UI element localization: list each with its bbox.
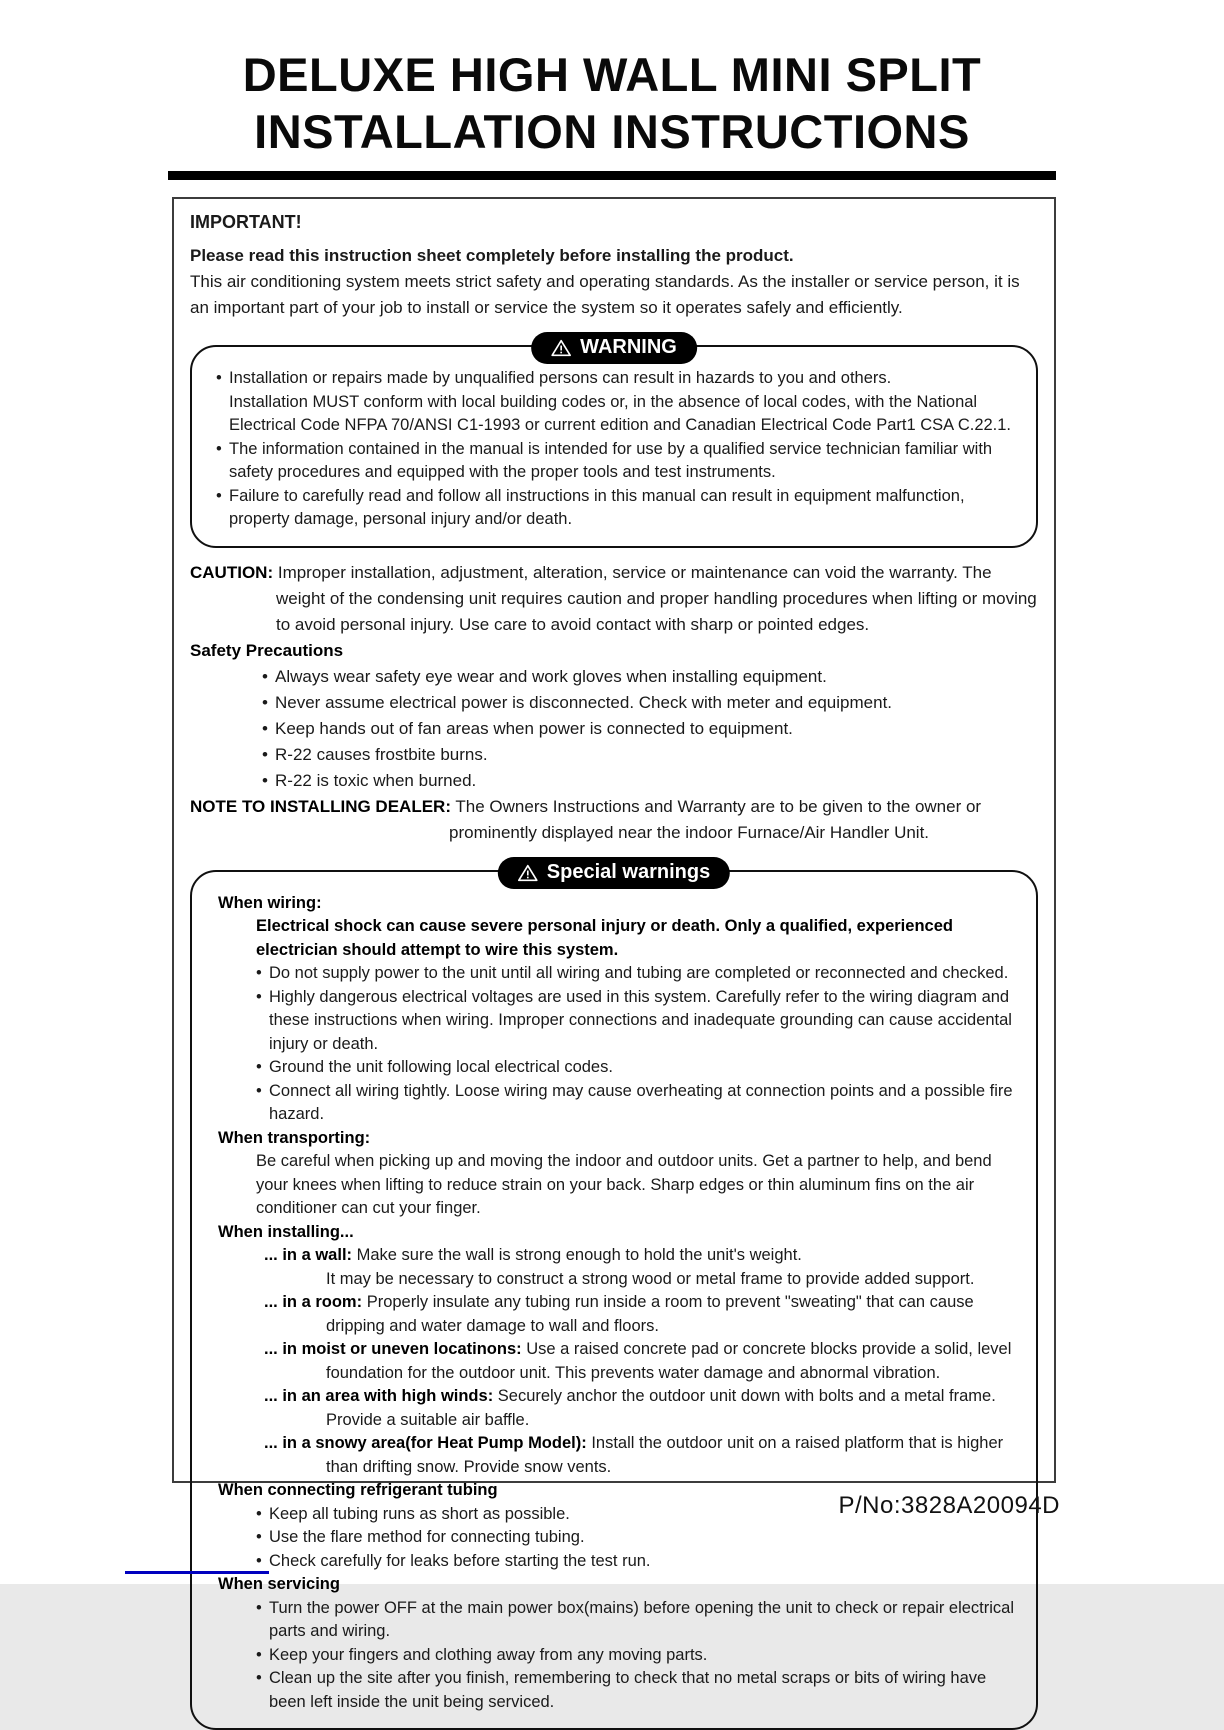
note-to-dealer-label: NOTE TO INSTALLING DEALER: [190,797,451,816]
when-servicing-bullet: • Clean up the site after you finish, remembering to check that no metal scraps or bits of wiring have been left inside the unit being serviced. [254,1667,1014,1714]
when-wiring-bullet: • Do not supply power to the unit until all wiring and tubing are completed or reconnected and checked. [254,962,1014,986]
note-to-dealer-text: The Owners Instructions and Warranty are to be given to the owner or [455,797,981,816]
when-connecting-heading: When connecting refrigerant tubing [218,1479,1014,1503]
when-wiring-heading: When wiring: [218,892,1014,916]
when-installing-item-label: ... in an area with high winds: [264,1387,493,1405]
warning-bullet-text: Installation or repairs made by unqualified persons can result in hazards to you and others. [229,369,891,387]
warning-bullet-continuation: Installation MUST conform with local building codes or, in the absence of local codes, with the National Electrical Code NFPA 70/ANSI C1-1993 or current edition and Canadian Electrical Code Part1 CSA C.22.1. [229,391,1014,438]
warning-box [190,345,1038,548]
when-installing-heading: When installing... [218,1221,1014,1245]
safety-precautions-heading: Safety Precautions [190,638,1038,664]
title-line-1: DELUXE HIGH WALL MINI SPLIT [0,46,1224,103]
caution-text: Improper installation, adjustment, alteration, service or maintenance can void the warranty. The weight of the condensing unit requires caution and proper handling procedures when lifting or moving to avoid personal injury. Use care to avoid contact with sharp or pointed edges. [276,563,1037,634]
when-installing-item-text: Properly insulate any tubing run inside a room to prevent "sweating" that can cause dripping and water damage to wall and floors. [326,1293,974,1335]
when-installing-item [264,1338,1014,1385]
important-lead: Please read this instruction sheet completely before installing the product. [190,243,1038,269]
important-body: This air conditioning system meets strict safety and operating standards. As the installer or service person, it is an important part of your job to install or service the system so it operates safely and efficiently. [190,269,1038,321]
when-servicing-list [254,1597,1014,1715]
document-title [0,0,1224,161]
when-installing-item-continuation: It may be necessary to construct a strong wood or metal frame to provide added support. [326,1268,1014,1292]
note-to-dealer-text-line2: prominently displayed near the indoor Furnace/Air Handler Unit. [449,820,1038,846]
when-installing-item [264,1291,1014,1338]
safety-bullet: • R-22 causes frostbite burns. [260,742,1038,768]
when-wiring-bullet: • Connect all wiring tightly. Loose wiring may cause overheating at connection points and a possible fire hazard. [254,1080,1014,1127]
when-installing-item [264,1432,1014,1479]
when-wiring-bullet: • Ground the unit following local electrical codes. [254,1056,1014,1080]
when-transporting-text: Be careful when picking up and moving the indoor and outdoor units. Get a partner to help, and bend your knees when lifting to reduce strain on your back. Sharp edges or thin aluminum fins on the air conditioner can cut your finger. [256,1150,1014,1221]
bottom-blue-line [125,1571,269,1574]
safety-bullet: • R-22 is toxic when burned. [260,768,1038,794]
important-heading: IMPORTANT! [190,209,1038,235]
when-wiring-bullet: • Highly dangerous electrical voltages are used in this system. Carefully refer to the wiring diagram and these instructions when wiring. Improper connections and inadequate grounding can cause accidental injury or death. [254,986,1014,1057]
warning-triangle-icon [551,338,571,356]
when-servicing-heading: When servicing [218,1573,1014,1597]
warning-bullet [214,438,1014,485]
safety-bullet: • Keep hands out of fan areas when power is connected to equipment. [260,716,1038,742]
when-connecting-bullet: • Keep all tubing runs as short as possible. [254,1503,1014,1527]
when-transporting-heading: When transporting: [218,1127,1014,1151]
special-warnings-badge [498,857,730,889]
warning-bullet-text: The information contained in the manual is intended for use by a qualified service technician familiar with safety procedures and equipped with the proper tools and test instruments. [229,440,992,482]
special-warnings-box [190,870,1038,1730]
when-wiring-list [254,962,1014,1127]
when-installing-item-text: Make sure the wall is strong enough to hold the unit's weight. [357,1246,802,1264]
caution-paragraph [190,560,1038,638]
when-installing-item-text: Use a raised concrete pad or concrete blocks provide a solid, level foundation for the outdoor unit. This prevents water damage and abnormal vibration. [326,1340,1011,1382]
when-servicing-bullet: • Keep your fingers and clothing away from any moving parts. [254,1644,1014,1668]
part-number: P/No:3828A20094D [839,1492,1061,1520]
safety-precautions-list [260,664,1038,794]
when-installing-item-label: ... in a room: [264,1293,362,1311]
caution-label: CAUTION: [190,563,273,582]
safety-bullet: • Always wear safety eye wear and work gloves when installing equipment. [260,664,1038,690]
warning-bullet [214,485,1014,532]
when-wiring-lead: Electrical shock can cause severe personal injury or death. Only a qualified, experienced electrician should attempt to wire this system. [256,915,1014,962]
when-connecting-bullet: • Use the flare method for connecting tubing. [254,1526,1014,1550]
warning-badge [531,332,697,364]
title-line-2: INSTALLATION INSTRUCTIONS [0,103,1224,160]
warning-bullet [214,367,1014,438]
instructions-main-box [172,197,1056,1483]
note-to-dealer [190,794,1038,846]
safety-bullet: • Never assume electrical power is disconnected. Check with meter and equipment. [260,690,1038,716]
when-installing-item-label: ... in a wall: [264,1246,352,1264]
warning-triangle-icon [518,863,538,881]
when-installing-item [264,1244,1014,1291]
when-installing-item-label: ... in a snowy area(for Heat Pump Model): [264,1434,587,1452]
when-installing-item-text: Securely anchor the outdoor unit down with bolts and a metal frame. Provide a suitable air baffle. [326,1387,996,1429]
title-divider-rule [168,171,1056,180]
warning-bullet-text: Failure to carefully read and follow all instructions in this manual can result in equipment malfunction, property damage, personal injury and/or death. [229,487,965,529]
when-connecting-bullet: • Check carefully for leaks before starting the test run. [254,1550,1014,1574]
when-servicing-bullet: • Turn the power OFF at the main power box(mains) before opening the unit to check or repair electrical parts and wiring. [254,1597,1014,1644]
warning-badge-label: WARNING [580,334,677,360]
when-installing-item-text: Install the outdoor unit on a raised platform that is higher than drifting snow. Provide snow vents. [326,1434,1003,1476]
special-warnings-badge-label: Special warnings [547,859,710,885]
when-installing-item [264,1385,1014,1432]
when-installing-item-label: ... in moist or uneven locatinons: [264,1340,522,1358]
